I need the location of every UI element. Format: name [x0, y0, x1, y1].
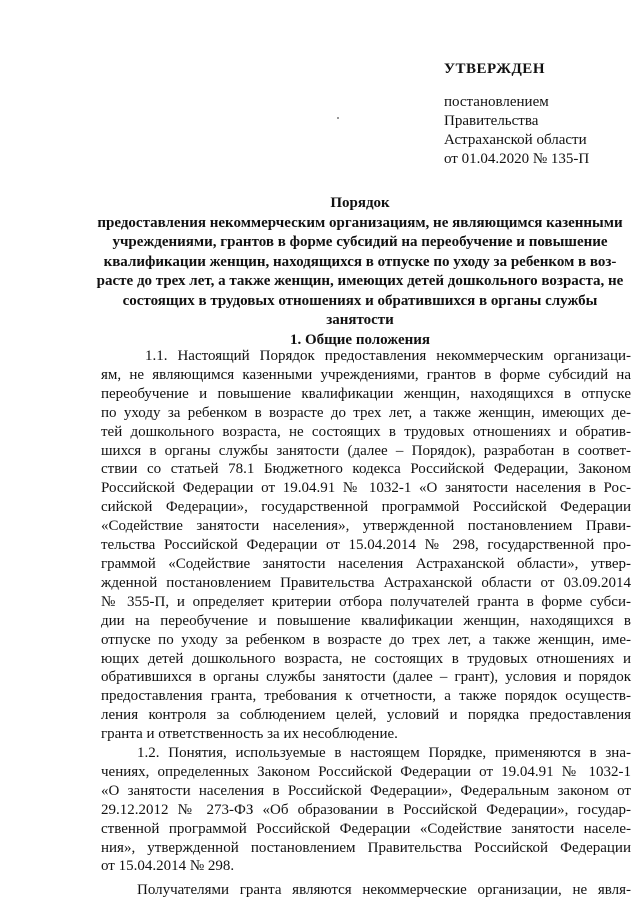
- text-line: «О занятости населения в Российской Федерации», Федеральным законом от: [101, 782, 631, 799]
- text-line: ствии со статьей 78.1 Бюджетного кодекса Российской Федерации, Законом: [101, 461, 631, 478]
- text-line: сийской Федерации», государственной программой Российской Федерации: [101, 499, 631, 516]
- document-body: [101, 347, 631, 900]
- text-line: 29.12.2012 № 273-ФЗ «Об образовании в Российской Федерации», государ-: [101, 801, 631, 818]
- approval-line: Астраханской области: [444, 132, 587, 148]
- text-line: шихся в органы службы занятости (далее – Порядок), разработан в соответ-: [101, 442, 631, 459]
- approval-line: Правительства: [444, 113, 539, 129]
- heading-line: расте до трех лет, а также женщин, имеющих детей дошкольного возраста, не: [96, 273, 624, 289]
- text-line: ния», утвержденной постановлением Правительства Российской Федерации: [101, 839, 631, 856]
- text-line: 1.1. Настоящий Порядок предоставления некоммерческим организаци-: [145, 348, 631, 364]
- section-heading: 1. Общие положения: [289, 331, 431, 348]
- text-line: № 355-П, и определяет критерии отбора получателей гранта в форме субси-: [101, 593, 631, 610]
- text-line: 1.2. Понятия, используемые в настоящем Порядке, применяются в зна-: [137, 745, 631, 762]
- heading-line: предоставления некоммерческим организациям, не являющимся казенными: [97, 214, 623, 231]
- text-line: «Содействие занятости населения», утвержденной постановлением Прави-: [101, 518, 631, 535]
- text-line: тей дошкольного возраста, не состоящих в трудовых отношениях и обратив-: [101, 423, 631, 440]
- text-line: ющих детей дошкольного возраста, не состоящих в трудовых отношениях и: [101, 650, 631, 667]
- heading-line: квалификации женщин, находящихся в отпуске по уходу за ребенком в воз-: [103, 253, 617, 270]
- document-heading: [80, 194, 640, 350]
- paragraph-1-2: [101, 744, 631, 876]
- text-line: гранта и ответственность за их несоблюдение.: [101, 726, 398, 743]
- paragraph-recipients: [101, 881, 631, 900]
- approval-title: УТВЕРЖДЕН: [444, 61, 545, 77]
- text-line: переобучение и повышение квалификации женщин, находящихся в отпуске: [101, 385, 631, 402]
- text-line: граммой «Содействие занятости населения Астраханской области», утвер-: [101, 555, 631, 572]
- text-line: ственной программой Российской Федерации «Содействие занятости населе-: [101, 820, 631, 837]
- text-line: обратившихся в органы службы занятости (далее – грант), условия и порядок: [101, 669, 631, 686]
- text-line: от 15.04.2014 № 298.: [101, 858, 235, 875]
- text-line: отпуске по уходу за ребенком в возрасте до трех лет, а также женщин, име-: [101, 631, 631, 648]
- approval-stamp: [444, 60, 634, 169]
- heading-line: учреждениями, грантов в форме субсидий на переобучение и повышение: [112, 234, 608, 250]
- approval-line: постановлением: [444, 94, 549, 110]
- text-line: ления контроля за соблюдением целей, условий и порядка предоставления: [101, 707, 631, 724]
- scan-speck: [337, 117, 339, 119]
- text-line: чениях, определенных Законом Российской Федерации от 19.04.91 № 1032-1: [101, 763, 631, 780]
- heading-title: Порядок: [330, 195, 390, 211]
- text-line: ям, не являющимся казенными учреждениями, грантов в форме субсидий на: [101, 366, 631, 383]
- text-line: Получателями гранта являются некоммерческие организации, не явля-: [137, 882, 631, 899]
- text-line: Российской Федерации от 19.04.91 № 1032-1 «О занятости населения в Рос-: [101, 480, 631, 497]
- paragraph-1-1: [101, 347, 631, 744]
- text-line: предоставления гранта, требования к отчетности, а также порядок осуществ-: [101, 688, 631, 705]
- text-line: жденной постановлением Правительства Астраханской области от 03.09.2014: [101, 574, 631, 591]
- text-line: тельства Российской Федерации от 15.04.2014 № 298, государственной про-: [101, 537, 631, 554]
- heading-line: занятости: [326, 312, 394, 328]
- heading-line: состоящих в трудовых отношениях и обратившихся в органы службы: [122, 292, 598, 309]
- approval-line: от 01.04.2020 № 135-П: [444, 151, 590, 167]
- text-line: дии на переобучение и повышение квалификации женщин, находящихся в: [101, 612, 631, 629]
- text-line: по уходу за ребенком в возрасте до трех лет, а также женщин, имеющих де-: [101, 404, 631, 421]
